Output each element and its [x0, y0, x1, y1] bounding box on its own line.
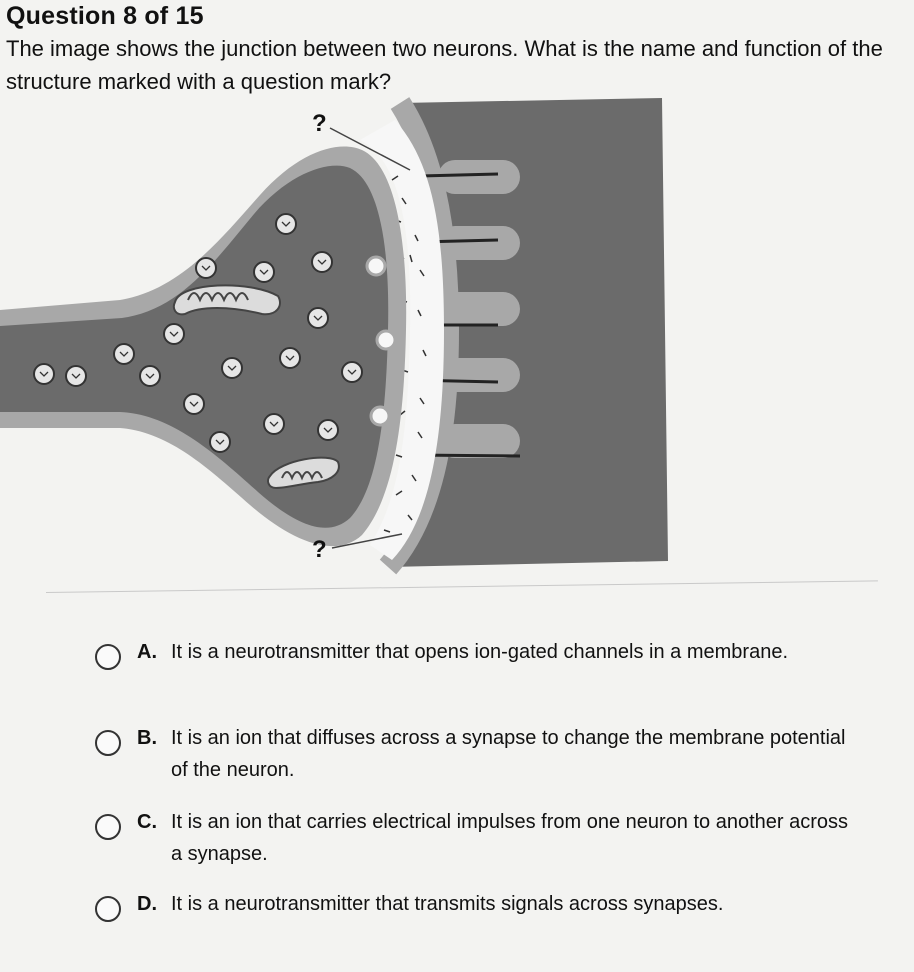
- choice-b-letter: B.: [137, 727, 157, 749]
- choice-c-letter: C.: [137, 811, 157, 833]
- choice-c-text: It is an ion that carries electrical impulses from one neuron to another across a synapse.: [171, 811, 848, 865]
- marker-bottom: ?: [312, 536, 327, 563]
- marker-top: ?: [312, 110, 327, 137]
- choice-a-text: It is a neurotransmitter that opens ion-gated channels in a membrane.: [171, 641, 789, 663]
- question-number: Question 8 of 15: [6, 2, 204, 30]
- choice-d-text: It is a neurotransmitter that transmits signals across synapses.: [171, 893, 724, 915]
- radio-b[interactable]: [95, 730, 121, 756]
- choice-d-letter: D.: [137, 893, 157, 915]
- radio-c[interactable]: [95, 814, 121, 840]
- choice-b-text: It is an ion that diffuses across a synapse to change the membrane potential of the neuron.: [171, 727, 846, 781]
- question-prompt: The image shows the junction between two neurons. What is the name and function of the structure marked with a question mark?: [6, 36, 883, 94]
- radio-d[interactable]: [95, 896, 121, 922]
- radio-a[interactable]: [95, 644, 121, 670]
- choice-a-letter: A.: [137, 641, 157, 663]
